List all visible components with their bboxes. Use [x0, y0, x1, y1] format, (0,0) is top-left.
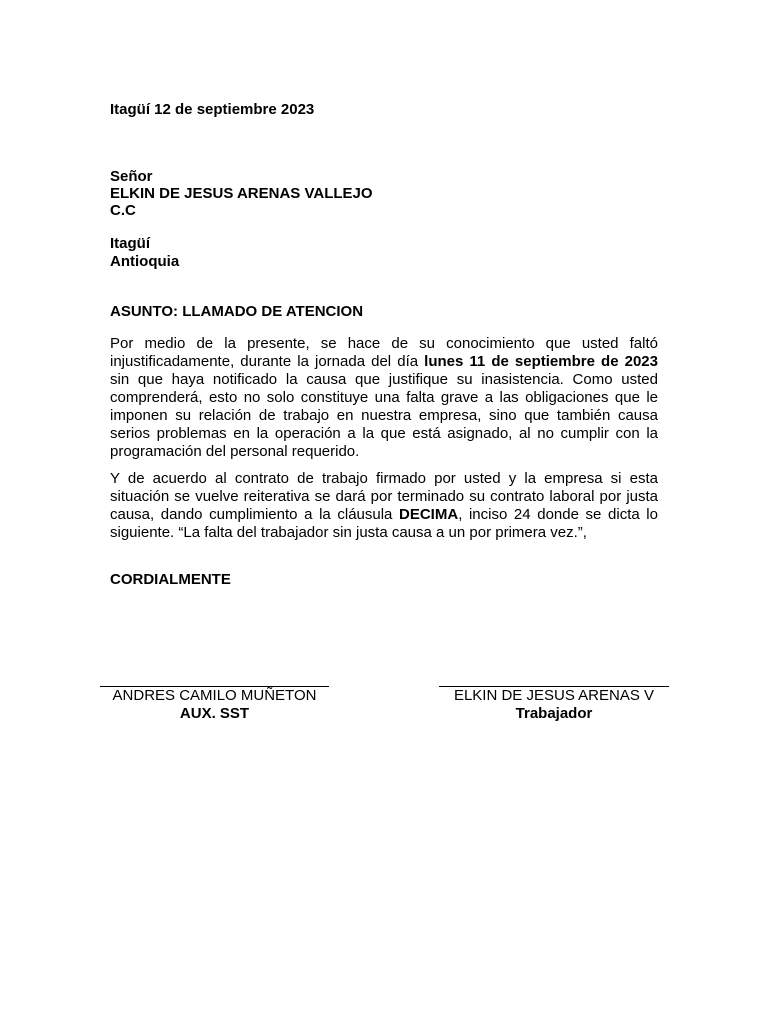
paragraph-1-text-a: Por medio de la presente, se hace de su conocimiento que usted faltó injustificadamente, durante la jornada del día	[110, 335, 658, 370]
recipient-city: Itagüí	[110, 235, 150, 252]
recipient-department: Antioquia	[110, 253, 180, 270]
paragraph-1-text-b: sin que haya notificado la causa que justifique su inasistencia. Como usted comprenderá, esto no solo constituye una falta grave a las obligaciones que le imponen su relación de trabajo en nuestra empresa, sino que también causa serios problemas en la operación a la que está asignado, al no cumplir con la programación del personal requerido.	[110, 371, 658, 460]
recipient-id: C.C	[110, 202, 136, 219]
body-paragraph-1	[110, 335, 658, 461]
subject-line: ASUNTO: LLAMADO DE ATENCION	[110, 303, 364, 320]
signature-block-right	[439, 686, 669, 723]
paragraph-2-text-a: Y de acuerdo al contrato de trabajo firmado por usted y la empresa si esta situación se vuelve reiterativa se dará por terminado su contrato laboral por justa causa, dando cumplimiento a la cláusula	[110, 470, 658, 523]
paragraph-2-text-b: , inciso 24 donde se dicta lo siguiente. “La falta del trabajador sin justa causa a un por primera vez.”,	[110, 506, 658, 541]
clause-name: DECIMA	[399, 506, 459, 523]
signer-name-left: ANDRES CAMILO MUÑETON	[112, 687, 317, 704]
signer-role-right: Trabajador	[515, 705, 593, 722]
signer-role-left: AUX. SST	[179, 705, 250, 722]
signer-name-right: ELKIN DE JESUS ARENAS V	[453, 687, 655, 704]
salutation: Señor	[110, 168, 153, 185]
recipient-name: ELKIN DE JESUS ARENAS VALLEJO	[110, 185, 373, 202]
body-paragraph-2	[110, 470, 658, 542]
absence-date: lunes 11 de septiembre de 2023	[424, 353, 658, 370]
signature-block-left	[100, 686, 329, 723]
closing: CORDIALMENTE	[110, 571, 231, 588]
date-line: Itagüí 12 de septiembre 2023	[110, 101, 315, 118]
